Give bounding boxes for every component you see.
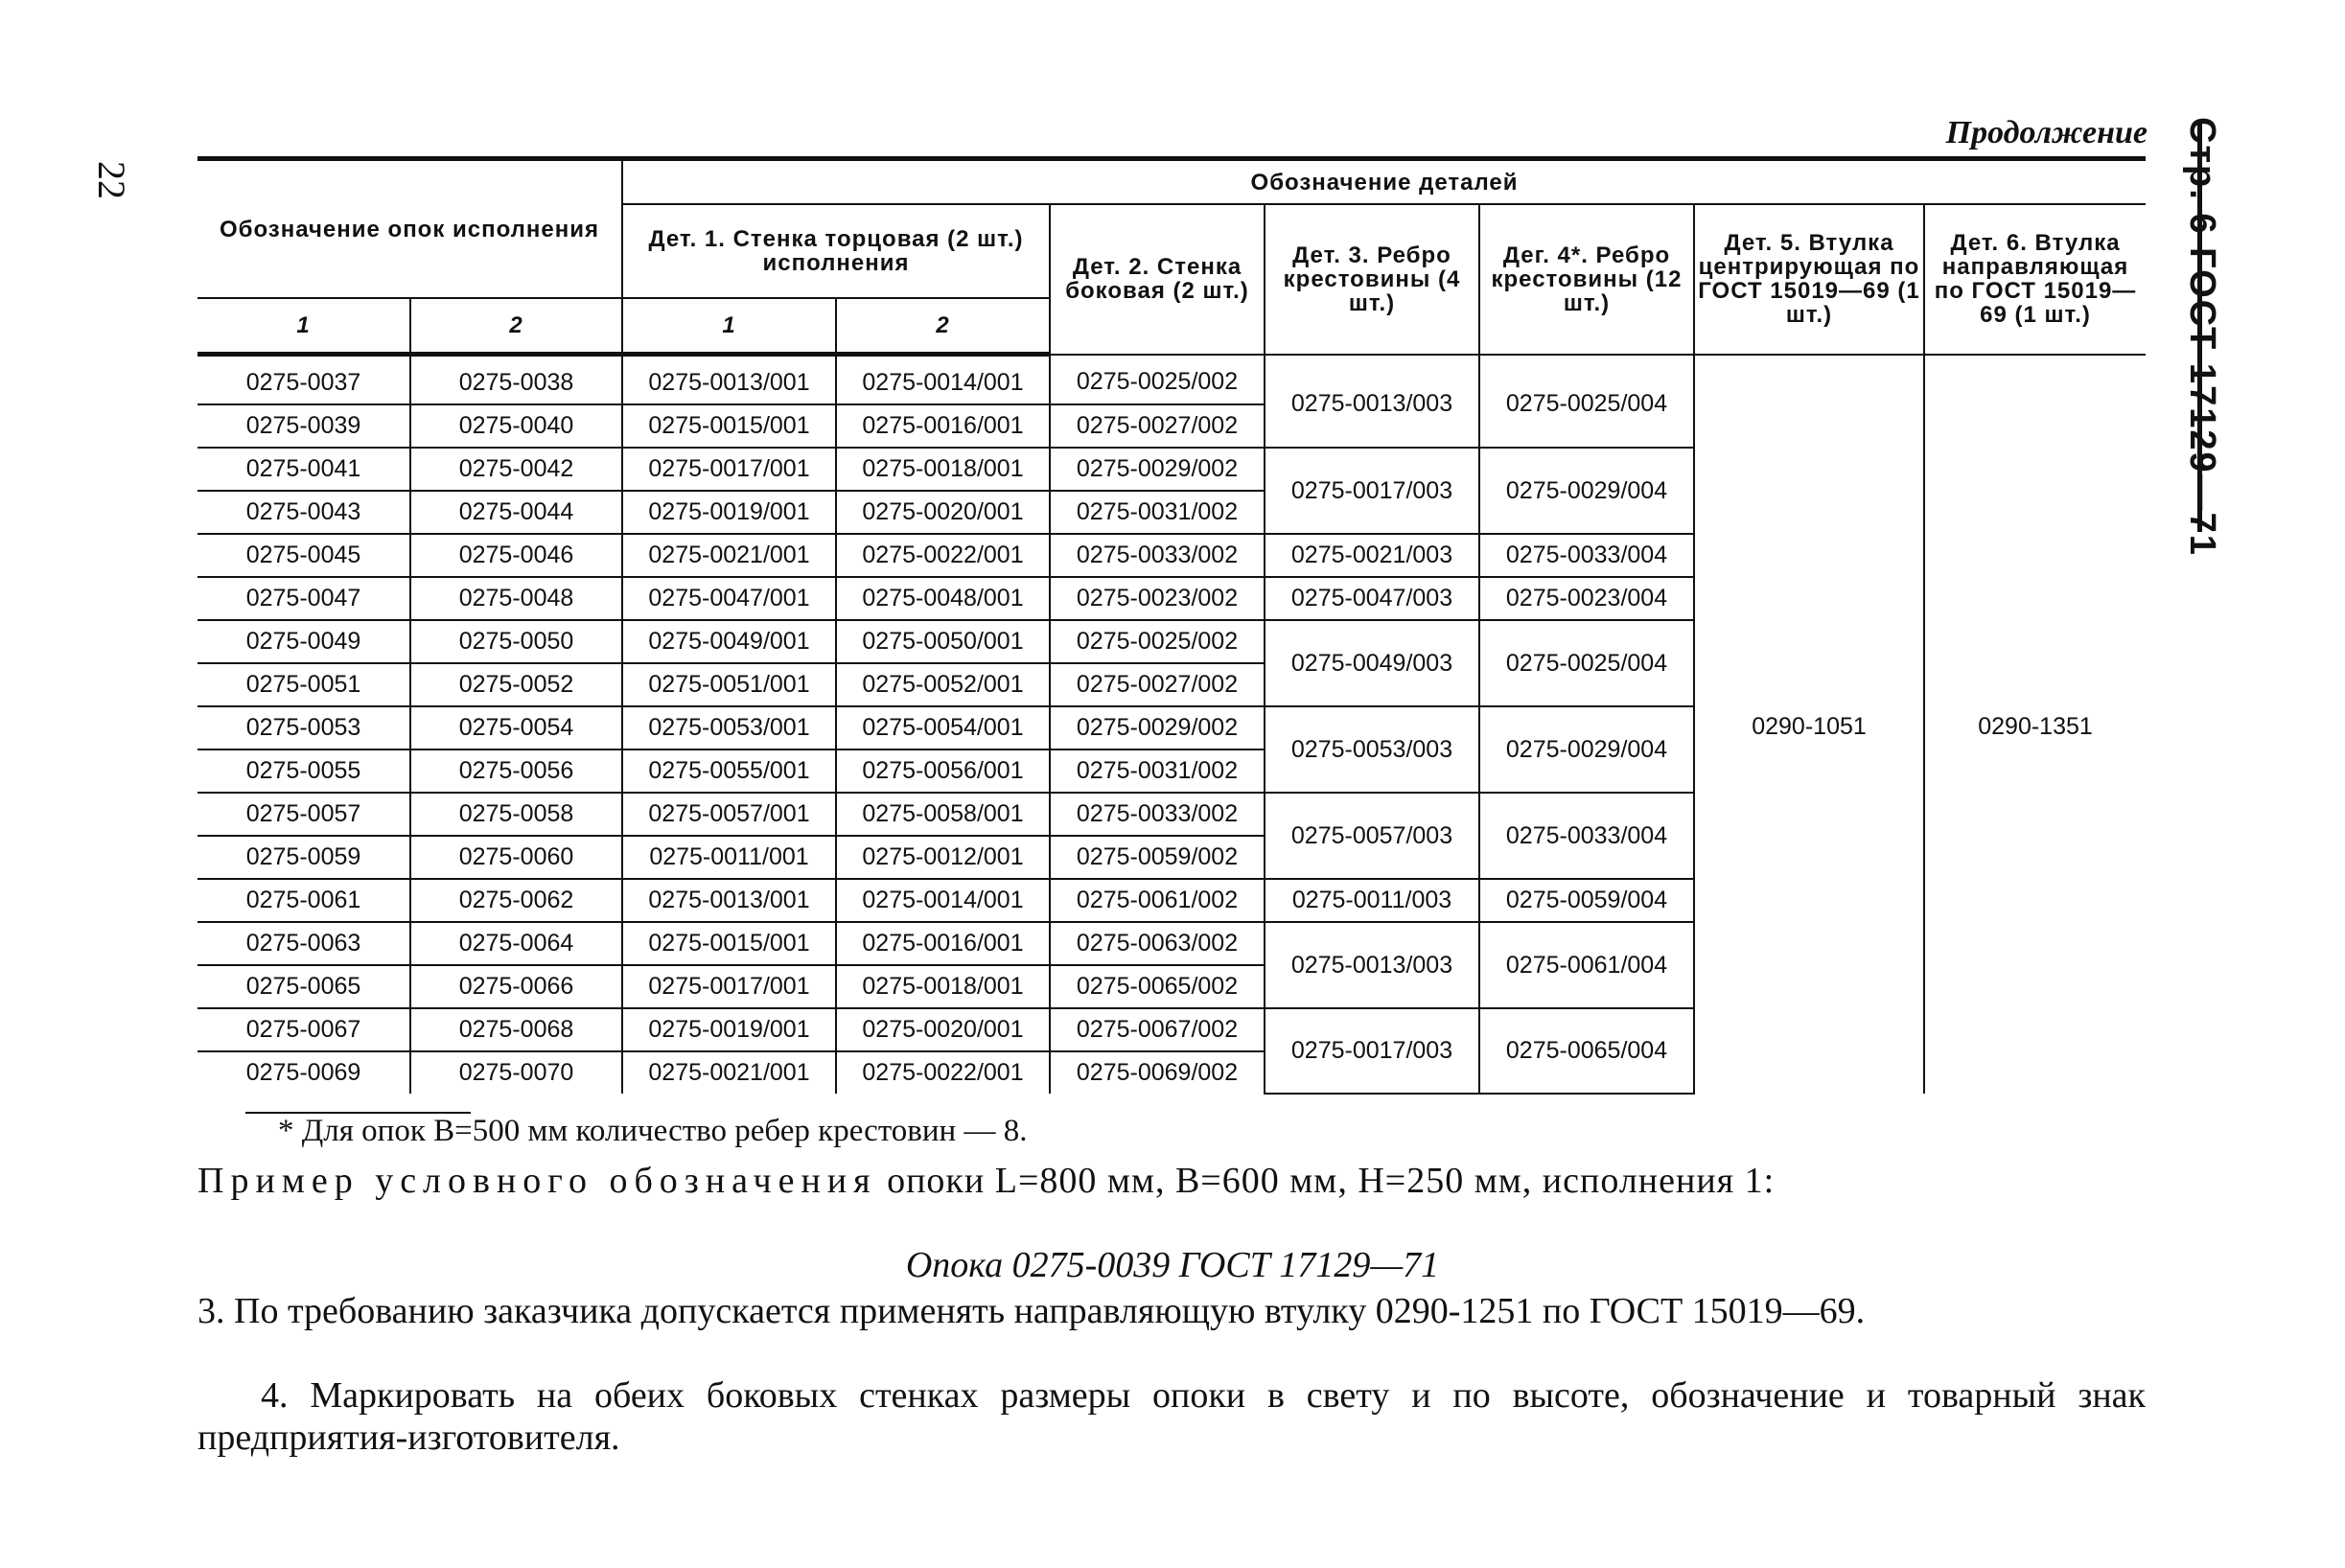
cell-det3: 0275-0047/003 [1265,577,1479,620]
cell-det4: 0275-0033/004 [1479,793,1694,879]
cell-det1-v2: 0275-0054/001 [836,706,1050,749]
cell-det3: 0275-0017/003 [1265,1008,1479,1094]
cell-opoka-v2: 0275-0062 [410,879,622,922]
page-number: 22 [90,161,133,199]
cell-opoka-v1: 0275-0069 [197,1051,410,1094]
cell-opoka-v2: 0275-0066 [410,965,622,1008]
cell-det1-v1: 0275-0017/001 [622,448,836,491]
cell-det1-v2: 0275-0018/001 [836,965,1050,1008]
cell-det1-v2: 0275-0058/001 [836,793,1050,836]
cell-det1-v1: 0275-0019/001 [622,491,836,534]
example-intro-rest: опоки L=800 мм, B=600 мм, H=250 мм, исполнения 1: [887,1161,1776,1201]
cell-det4: 0275-0029/004 [1479,706,1694,793]
cell-opoka-v2: 0275-0068 [410,1008,622,1051]
cell-opoka-v2: 0275-0070 [410,1051,622,1094]
cell-det1-v1: 0275-0013/001 [622,355,836,405]
cell-det1-v1: 0275-0015/001 [622,922,836,965]
cell-det1-v2: 0275-0022/001 [836,1051,1050,1094]
cell-det4: 0275-0065/004 [1479,1008,1694,1094]
cell-det2: 0275-0029/002 [1050,448,1265,491]
cell-det1-v1: 0275-0019/001 [622,1008,836,1051]
cell-det1-v2: 0275-0014/001 [836,355,1050,405]
cell-det1-v2: 0275-0052/001 [836,663,1050,706]
cell-det2: 0275-0061/002 [1050,879,1265,922]
cell-opoka-v1: 0275-0067 [197,1008,410,1051]
cell-det1-v2: 0275-0056/001 [836,749,1050,793]
col-group-details: Обозначение деталей [622,161,2146,204]
paragraph-4: 4. Маркировать на обеих боковых стенках размеры опоки в свету и по высоте, обозначение и товарный знак предприятия-изготовителя. [197,1375,2146,1458]
cell-det5: 0290-1051 [1694,355,1924,1095]
cell-opoka-v1: 0275-0059 [197,836,410,879]
details-table [197,161,2146,1095]
cell-det2: 0275-0025/002 [1050,620,1265,663]
cell-det3: 0275-0017/003 [1265,448,1479,534]
cell-det2: 0275-0033/002 [1050,793,1265,836]
cell-opoka-v1: 0275-0063 [197,922,410,965]
cell-opoka-v2: 0275-0048 [410,577,622,620]
cell-det1-v2: 0275-0020/001 [836,1008,1050,1051]
cell-det1-v1: 0275-0051/001 [622,663,836,706]
cell-det2: 0275-0029/002 [1050,706,1265,749]
cell-opoka-v2: 0275-0064 [410,922,622,965]
cell-det1-v1: 0275-0053/001 [622,706,836,749]
table-body [197,355,2146,1095]
cell-det1-v2: 0275-0016/001 [836,404,1050,448]
cell-det1-v2: 0275-0050/001 [836,620,1050,663]
cell-det1-v1: 0275-0021/001 [622,1051,836,1094]
cell-opoka-v1: 0275-0043 [197,491,410,534]
cell-opoka-v2: 0275-0058 [410,793,622,836]
cell-det4: 0275-0025/004 [1479,355,1694,449]
header-det1-v2: 2 [836,298,1050,355]
cell-det3: 0275-0011/003 [1265,879,1479,922]
cell-det2: 0275-0023/002 [1050,577,1265,620]
header-det2: Дет. 2. Стенка боковая (2 шт.) [1050,204,1265,355]
cell-det4: 0275-0029/004 [1479,448,1694,534]
header-det1: Дет. 1. Стенка торцовая (2 шт.) исполнения [622,204,1050,298]
cell-det2: 0275-0025/002 [1050,355,1265,405]
header-det6: Дет. 6. Втулка направляющая по ГОСТ 15019—69 (1 шт.) [1924,204,2146,355]
cell-det1-v2: 0275-0048/001 [836,577,1050,620]
example-designation: Опока 0275-0039 ГОСТ 17129—71 [905,1245,1440,1285]
cell-opoka-v1: 0275-0047 [197,577,410,620]
header-det4: Дег. 4*. Ребро крестовины (12 шт.) [1479,204,1694,355]
cell-opoka-v2: 0275-0038 [410,355,622,405]
cell-opoka-v2: 0275-0054 [410,706,622,749]
cell-det1-v2: 0275-0012/001 [836,836,1050,879]
cell-det1-v2: 0275-0014/001 [836,879,1050,922]
header-det5: Дет. 5. Втулка центрирующая по ГОСТ 15019—69 (1 шт.) [1694,204,1924,355]
cell-opoka-v1: 0275-0053 [197,706,410,749]
cell-det2: 0275-0033/002 [1050,534,1265,577]
spaced-text: Пример условного обозначения [197,1161,877,1201]
cell-opoka-v1: 0275-0057 [197,793,410,836]
cell-det1-v1: 0275-0015/001 [622,404,836,448]
cell-det6: 0290-1351 [1924,355,2146,1095]
cell-opoka-v2: 0275-0052 [410,663,622,706]
cell-det1-v1: 0275-0021/001 [622,534,836,577]
cell-opoka-v1: 0275-0045 [197,534,410,577]
cell-det3: 0275-0053/003 [1265,706,1479,793]
cell-det1-v1: 0275-0017/001 [622,965,836,1008]
cell-opoka-v2: 0275-0042 [410,448,622,491]
cell-det4: 0275-0059/004 [1479,879,1694,922]
cell-opoka-v2: 0275-0060 [410,836,622,879]
cell-opoka-v1: 0275-0049 [197,620,410,663]
cell-det3: 0275-0013/003 [1265,922,1479,1008]
cell-det2: 0275-0063/002 [1050,922,1265,965]
paragraph-example-intro [197,1160,2146,1202]
cell-det4: 0275-0023/004 [1479,577,1694,620]
cell-det1-v1: 0275-0057/001 [622,793,836,836]
cell-det2: 0275-0069/002 [1050,1051,1265,1094]
cell-opoka-v1: 0275-0055 [197,749,410,793]
cell-opoka-v2: 0275-0046 [410,534,622,577]
footnote: * Для опок B=500 мм количество ребер крестовин — 8. [278,1114,1028,1148]
cell-opoka-v2: 0275-0050 [410,620,622,663]
cell-det1-v2: 0275-0016/001 [836,922,1050,965]
cell-det1-v1: 0275-0047/001 [622,577,836,620]
header-opoki-v1: 1 [197,298,410,355]
cell-det1-v2: 0275-0018/001 [836,448,1050,491]
cell-opoka-v1: 0275-0037 [197,355,410,405]
paragraph-3: 3. По требованию заказчика допускается применять направляющую втулку 0290-1251 по ГОСТ 15019—69. [197,1291,1866,1331]
cell-det2: 0275-0027/002 [1050,404,1265,448]
cell-det4: 0275-0033/004 [1479,534,1694,577]
cell-det4: 0275-0061/004 [1479,922,1694,1008]
cell-det1-v2: 0275-0022/001 [836,534,1050,577]
cell-det2: 0275-0059/002 [1050,836,1265,879]
cell-opoka-v1: 0275-0039 [197,404,410,448]
side-header: Стр. 6 ГОСТ 17129—71 [2182,117,2222,557]
cell-det3: 0275-0049/003 [1265,620,1479,706]
cell-det1-v2: 0275-0020/001 [836,491,1050,534]
cell-det3: 0275-0057/003 [1265,793,1479,879]
cell-det4: 0275-0025/004 [1479,620,1694,706]
table-row [197,355,2146,405]
cell-det1-v1: 0275-0055/001 [622,749,836,793]
header-det1-v1: 1 [622,298,836,355]
cell-det2: 0275-0027/002 [1050,663,1265,706]
cell-det1-v1: 0275-0049/001 [622,620,836,663]
cell-det2: 0275-0067/002 [1050,1008,1265,1051]
header-opoki-v2: 2 [410,298,622,355]
cell-det3: 0275-0021/003 [1265,534,1479,577]
header-det3: Дет. 3. Ребро крестовины (4 шт.) [1265,204,1479,355]
col-group-opoki: Обозначение опок исполнения [197,161,622,298]
cell-det2: 0275-0031/002 [1050,491,1265,534]
cell-det1-v1: 0275-0013/001 [622,879,836,922]
cell-opoka-v1: 0275-0065 [197,965,410,1008]
cell-opoka-v1: 0275-0061 [197,879,410,922]
cell-det1-v1: 0275-0011/001 [622,836,836,879]
cell-opoka-v1: 0275-0041 [197,448,410,491]
cell-det2: 0275-0065/002 [1050,965,1265,1008]
cell-det2: 0275-0031/002 [1050,749,1265,793]
cell-opoka-v1: 0275-0051 [197,663,410,706]
continued-label: Продолжение [1945,115,2148,150]
cell-opoka-v2: 0275-0044 [410,491,622,534]
cell-opoka-v2: 0275-0056 [410,749,622,793]
cell-opoka-v2: 0275-0040 [410,404,622,448]
cell-det3: 0275-0013/003 [1265,355,1479,449]
